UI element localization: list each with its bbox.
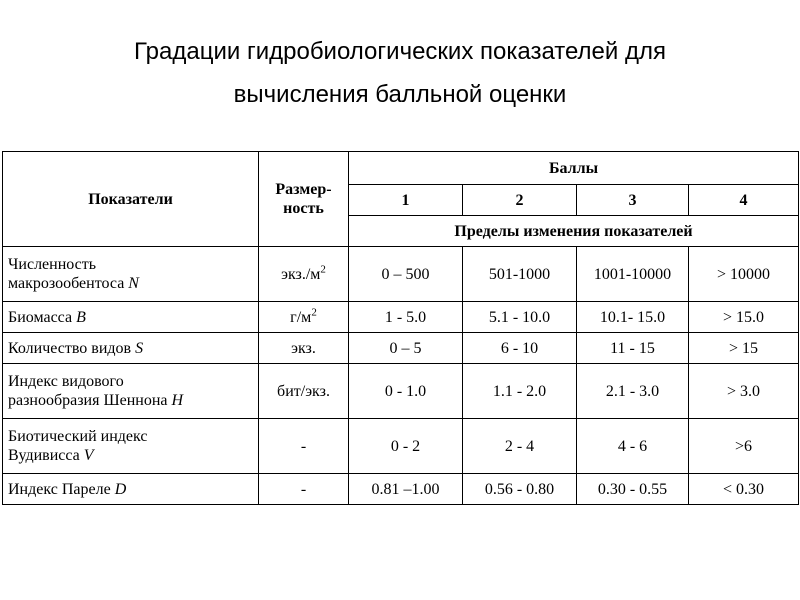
indicator-name-line2: разнообразия Шеннона bbox=[8, 392, 168, 409]
header-score-4: 4 bbox=[689, 185, 799, 216]
value-cell: 0 - 2 bbox=[349, 419, 463, 474]
table-row bbox=[3, 333, 799, 364]
indicator-symbol: B bbox=[76, 308, 86, 326]
value-cell: 0 - 1.0 bbox=[349, 364, 463, 419]
indicator-name-line2: Вудивисса bbox=[8, 447, 80, 464]
value-cell: 0.81 –1.00 bbox=[349, 474, 463, 505]
unit-base: бит/экз. bbox=[277, 382, 330, 400]
title-line-2: вычисления балльной оценки bbox=[233, 81, 567, 108]
gradation-table bbox=[2, 151, 799, 505]
title-line-1: Градации гидробиологических показателей для bbox=[134, 38, 666, 65]
table-row bbox=[3, 247, 799, 302]
value-cell: 11 - 15 bbox=[577, 333, 689, 364]
indicator-name bbox=[3, 474, 259, 505]
value-cell: 1.1 - 2.0 bbox=[463, 364, 577, 419]
unit-cell bbox=[259, 364, 349, 419]
indicator-symbol: V bbox=[83, 447, 94, 464]
unit-cell bbox=[259, 302, 349, 333]
header-indicators: Показатели bbox=[3, 152, 259, 247]
unit-base: - bbox=[300, 437, 307, 455]
indicator-name-line1: Биотический индекс bbox=[8, 428, 148, 445]
slide-title bbox=[0, 30, 800, 116]
value-cell: 0.30 - 0.55 bbox=[577, 474, 689, 505]
value-cell: 4 - 6 bbox=[577, 419, 689, 474]
indicator-symbol: S bbox=[135, 339, 144, 357]
header-scores: Баллы bbox=[349, 152, 799, 185]
value-cell: 1001-10000 bbox=[577, 247, 689, 302]
value-cell: > 15.0 bbox=[689, 302, 799, 333]
value-cell: 0.56 - 0.80 bbox=[463, 474, 577, 505]
indicator-name-line1: Индекс видового bbox=[8, 373, 124, 390]
value-cell: 5.1 - 10.0 bbox=[463, 302, 577, 333]
table-row bbox=[3, 419, 799, 474]
indicator-name-line2: макрозообентоса bbox=[8, 275, 125, 292]
unit-base: экз./м bbox=[281, 265, 321, 283]
indicator-name bbox=[3, 333, 259, 364]
unit-cell bbox=[259, 419, 349, 474]
header-row-1 bbox=[3, 152, 799, 185]
value-cell: 2 - 4 bbox=[463, 419, 577, 474]
indicator-name-line1: Индекс Пареле bbox=[8, 480, 111, 498]
indicator-name bbox=[3, 419, 259, 474]
value-cell: 1 - 5.0 bbox=[349, 302, 463, 333]
indicator-name-line1: Численность bbox=[8, 256, 97, 273]
unit-cell bbox=[259, 333, 349, 364]
indicator-name bbox=[3, 302, 259, 333]
indicator-symbol: H bbox=[171, 392, 184, 409]
indicator-name bbox=[3, 247, 259, 302]
header-dimension-line2: ность bbox=[283, 200, 324, 217]
indicator-symbol: D bbox=[114, 480, 127, 498]
unit-superscript: 2 bbox=[311, 306, 317, 319]
header-score-2: 2 bbox=[463, 185, 577, 216]
header-score-3: 3 bbox=[577, 185, 689, 216]
indicator-symbol: N bbox=[128, 275, 139, 292]
header-limits: Пределы изменения показателей bbox=[349, 216, 799, 247]
value-cell: 0 – 500 bbox=[349, 247, 463, 302]
value-cell: >6 bbox=[689, 419, 799, 474]
table-row bbox=[3, 474, 799, 505]
unit-base: - bbox=[300, 480, 307, 498]
header-dimension-line1: Размер- bbox=[275, 181, 332, 198]
unit-base: экз. bbox=[291, 339, 316, 357]
unit-cell bbox=[259, 247, 349, 302]
indicator-name bbox=[3, 364, 259, 419]
unit-superscript: 2 bbox=[320, 263, 326, 276]
value-cell: 501-1000 bbox=[463, 247, 577, 302]
indicator-name-line1: Биомасса bbox=[8, 308, 73, 326]
value-cell: 6 - 10 bbox=[463, 333, 577, 364]
value-cell: > 15 bbox=[689, 333, 799, 364]
header-score-1: 1 bbox=[349, 185, 463, 216]
unit-cell bbox=[259, 474, 349, 505]
header-dimension bbox=[259, 152, 349, 247]
indicator-name-line1: Количество видов bbox=[8, 339, 132, 357]
value-cell: > 3.0 bbox=[689, 364, 799, 419]
value-cell: > 10000 bbox=[689, 247, 799, 302]
value-cell: < 0.30 bbox=[689, 474, 799, 505]
value-cell: 10.1- 15.0 bbox=[577, 302, 689, 333]
value-cell: 2.1 - 3.0 bbox=[577, 364, 689, 419]
value-cell: 0 – 5 bbox=[349, 333, 463, 364]
table-row bbox=[3, 364, 799, 419]
table-row bbox=[3, 302, 799, 333]
unit-base: г/м bbox=[290, 308, 312, 326]
